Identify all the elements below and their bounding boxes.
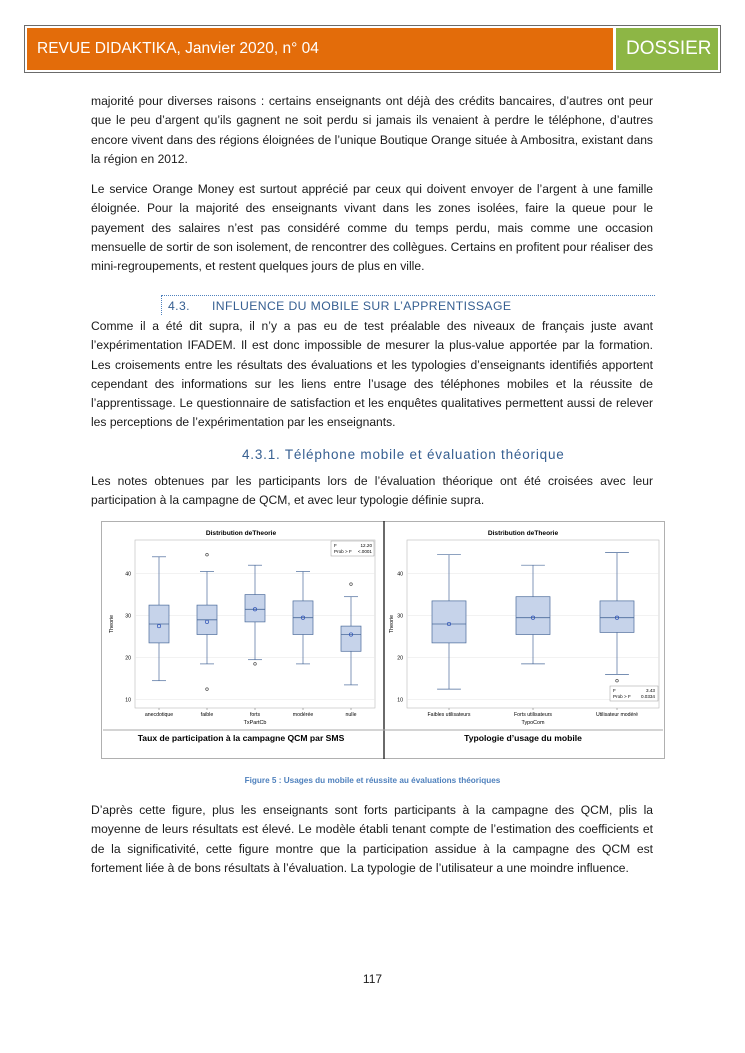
stats-label-prob: Prob > F bbox=[334, 549, 352, 554]
figure-boxplots bbox=[101, 521, 665, 759]
y-tick-label: 10 bbox=[397, 697, 403, 704]
box bbox=[600, 601, 634, 633]
text-line: D’après cette figure, plus les enseignants sont forts participants à la campagne des QCM, plis la bbox=[91, 803, 653, 817]
paragraph-3 bbox=[91, 317, 653, 433]
text-line: Les croisements entre les résultats des évaluations et les typologies d’enseignants identifiés bbox=[91, 357, 598, 372]
x-tick-label: anecdotique bbox=[144, 712, 174, 718]
page-number: 117 bbox=[362, 972, 383, 986]
y-tick-label: 40 bbox=[397, 571, 403, 578]
journal-banner bbox=[27, 28, 613, 70]
x-tick-label: Utilisateur modéré bbox=[595, 712, 639, 718]
text-line: participation à la campagne de QCM, et avec leur typologie définie supra. bbox=[91, 493, 485, 508]
text-line: dans la région en 2012. bbox=[91, 132, 653, 166]
y-tick-label: 30 bbox=[125, 613, 131, 620]
stats-value-prob: 0.0334 bbox=[640, 694, 655, 699]
x-tick-label: Forts utilisateurs bbox=[513, 712, 553, 718]
text-line: Les notes obtenues par les participants lors de l’évaluation théorique ont été croisées avec leur bbox=[91, 474, 653, 488]
text-line: Comme il a été dit supra, il n’y a pas eu de test préalable des niveaux de français juste avant bbox=[91, 319, 653, 333]
page-header bbox=[24, 25, 721, 73]
paragraph-5 bbox=[91, 801, 653, 878]
section-heading bbox=[161, 295, 655, 315]
stats-label-prob: Prob > F bbox=[613, 694, 631, 699]
box bbox=[516, 597, 550, 635]
x-axis-label: TxPartCb bbox=[243, 720, 267, 726]
journal-title: REVUE DIDAKTIKA, Janvier 2020, n° 04 bbox=[37, 40, 319, 57]
text-line: apportent cependant des informations sur les liens entre l’usage des téléphones mobiles et la bbox=[91, 357, 653, 391]
text-line: et de la significativité, cette figure montre que la participation assidue à la campagne des QCM est bbox=[91, 822, 653, 856]
y-axis-label: Theorie bbox=[389, 614, 395, 634]
text-line: réussite de l’apprentissage. Le questionnaire de satisfaction et les enquêtes qualitatives permettent bbox=[91, 376, 653, 411]
box bbox=[341, 626, 361, 651]
box bbox=[432, 601, 466, 643]
stats-value-f: 12.20 bbox=[360, 543, 372, 548]
section-number: 4.3. bbox=[168, 299, 190, 313]
text-line: mensuelle de sortir de son isolement, de rencontrer des collègues. Certains en profitent pour réaliser bbox=[91, 239, 631, 254]
y-tick-label: 40 bbox=[125, 571, 131, 578]
text-line: encore vivent dans des régions éloignées de l’unique Boutique Orange située à Ambositra, existant bbox=[91, 132, 624, 147]
paragraph-1 bbox=[91, 92, 653, 169]
text-line: moyenne de leurs résultats est élevé. Le modèle établi tenant compte de l’estimation des coefficients bbox=[91, 822, 639, 837]
x-tick-label: Faibles utilisateurs bbox=[427, 712, 471, 718]
x-tick-label: forts bbox=[249, 712, 261, 718]
x-axis-label: TypoCom bbox=[521, 720, 545, 726]
y-tick-label: 30 bbox=[397, 613, 403, 620]
panel-bottom-label: Typologie d’usage du mobile bbox=[464, 733, 582, 743]
stats-value-prob: <.0001 bbox=[357, 549, 372, 554]
text-line: que le peu d’argent qu’ils gagnent ne soit perdu si jamais ils venaient à perdre le téléphone, d’autres bbox=[91, 113, 653, 128]
paragraph-4 bbox=[91, 472, 653, 511]
paragraph-2 bbox=[91, 180, 653, 276]
text-line: payement des salaires n’est pas considéré comme du temps perdu, mais comme une occasion bbox=[91, 220, 653, 235]
panel-bottom-label: Taux de participation à la campagne QCM par SMS bbox=[137, 733, 345, 743]
text-line: fortement liée à de bons résultats à l’évaluation. La typologie de l’utilisateur a une moindre bbox=[91, 860, 574, 875]
chart-title: Distribution deTheorie bbox=[205, 530, 277, 537]
box bbox=[245, 595, 265, 622]
section-title: INFLUENCE DU MOBILE SUR L’APPRENTISSAGE bbox=[212, 299, 512, 313]
x-tick-label: modérée bbox=[292, 712, 314, 718]
subsection-title: 4.3.1. Téléphone mobile et évaluation théorique bbox=[242, 447, 565, 462]
figure-caption: Figure 5 : Usages du mobile et réussite au évaluations théoriques bbox=[244, 776, 501, 785]
stats-label-f: F bbox=[334, 543, 337, 548]
x-tick-label: nulle bbox=[345, 712, 357, 718]
chart-title: Distribution deTheorie bbox=[487, 530, 559, 537]
y-axis-label: Theorie bbox=[109, 614, 115, 634]
y-tick-label: 20 bbox=[397, 655, 403, 662]
y-tick-label: 20 bbox=[125, 655, 131, 662]
text-line: aussi de relever les perceptions de l’expérimentation par les enseignants. bbox=[91, 396, 653, 430]
text-line: majorité pour diverses raisons : certains enseignants ont déjà des crédits bancaires, d’autres ont peur bbox=[91, 94, 653, 108]
text-line: des mini-regroupements, et restent quelques jours de plus en ville. bbox=[91, 239, 654, 274]
y-tick-label: 10 bbox=[125, 697, 131, 704]
section-banner bbox=[616, 28, 718, 70]
text-line: influence. bbox=[577, 860, 629, 875]
stats-label-f: F bbox=[613, 688, 616, 693]
text-line: Le service Orange Money est surtout apprécié par ceux qui doivent envoyer de l’argent à une famille bbox=[91, 182, 653, 196]
stats-value-f: 3.43 bbox=[646, 688, 655, 693]
text-line: éloignée. Pour la majorité des enseignants vivant dans les zones isolées, faire la queue pour le bbox=[91, 201, 653, 216]
section-label: DOSSIER bbox=[626, 38, 712, 59]
x-tick-label: faible bbox=[200, 712, 214, 718]
text-line: l’expérimentation IFADEM. Il est donc impossible de mesurer la plus-value apportée par la formation. bbox=[91, 338, 653, 353]
